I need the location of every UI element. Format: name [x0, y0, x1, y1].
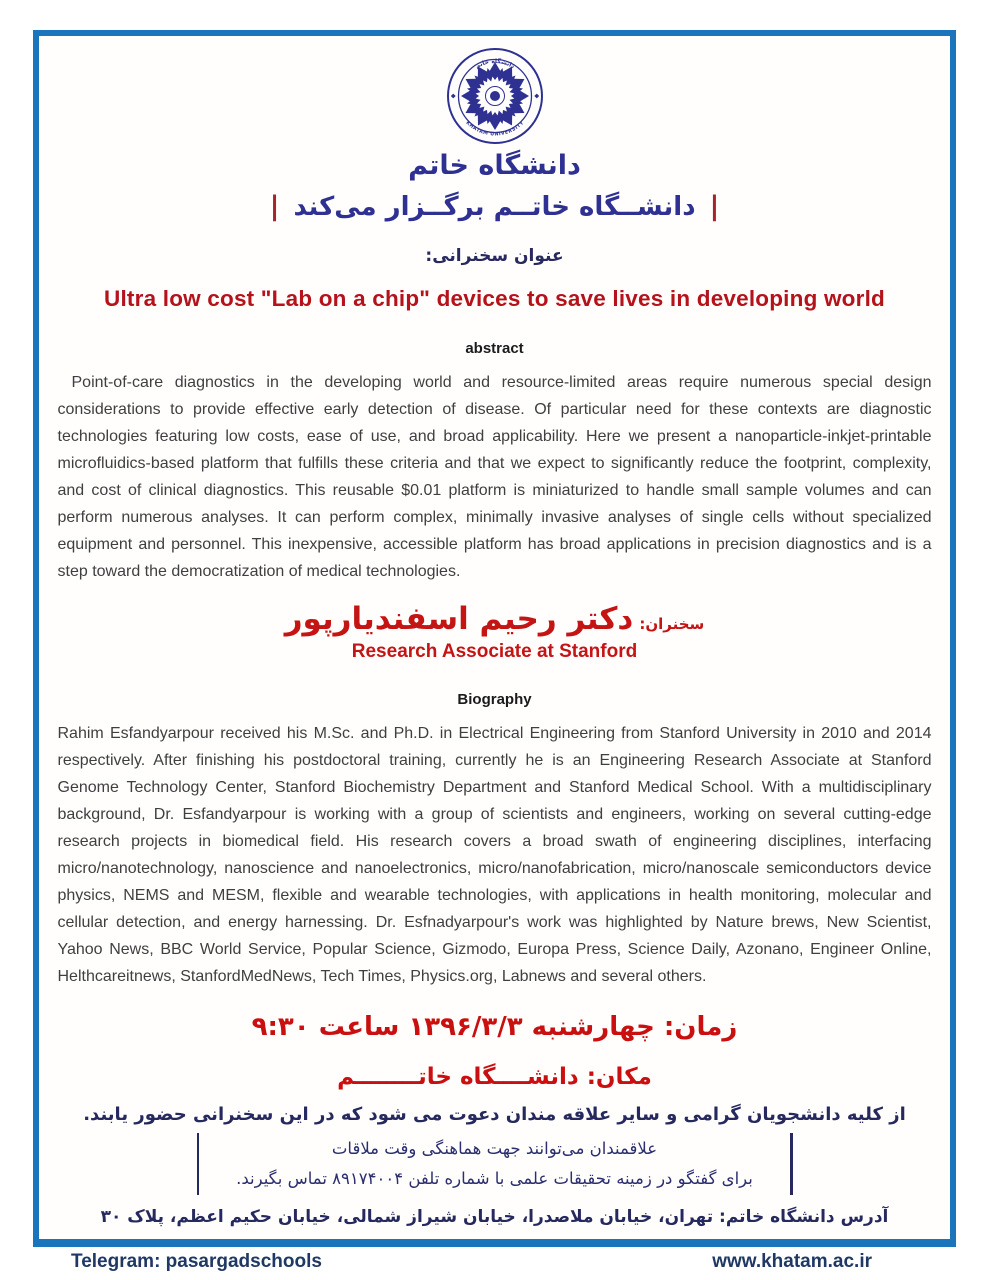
lecture-title-label: عنوان سخنرانی: [425, 246, 564, 266]
meeting-note-left-bar [197, 1133, 200, 1195]
headline-pipe-left: | [709, 191, 720, 222]
biography-heading: Biography [457, 691, 532, 708]
khatam-emblem-icon [445, 46, 545, 146]
university-address: آدرس دانشگاه خاتم: تهران، خیابان ملاصدرا، خیابان شیراز شمالی، خیابان حکیم اعظم، پلاک ۳۰ [100, 1207, 889, 1227]
abstract-paragraph: Point-of-care diagnostics in the developing world and resource-limited areas require numerous special design considerations to provide effective early detection of disease. Of particular need for these contexts are diagnostic technologies featuring low costs, ease of use, and broad applicability. Here we present a nanoparticle-inkjet-printable microfluidics-based platform that fulfills these criteria and that we expect to significantly reduce the footprint, complexity, and cost of clinical diagnostics. This reusable $0.01 platform is miniaturized to handle small sample volumes and can perform numerous analyses. It can perform complex, minimally invasive analyses of single cells without specialized equipment and personnel. This inexpensive, accessible platform has broad applications in precision diagnostics and is a step toward the democratization of medical technologies. [57, 374, 932, 580]
biography-paragraph: Rahim Esfandyarpour received his M.Sc. and Ph.D. in Electrical Engineering from Stanford University in 2010 and 2014 respectively. After finishing his postdoctoral training, currently he is an Engineering Research Associate at Stanford Genome Technology Center, Stanford Biochemistry Department and Stanford Medical School. With a multidisciplinary background, Dr. Esfandyarpour is working with a group of scientists and engineers, working on several cutting-edge research projects in biomedical field. His research covers a broad swath of engineering disciplines, interfacing micro/nanotechnology, nanoscience and nanoelectronics, micro/nanofabrication, micro/nanoscale semiconductors device physics, NEMS and MESM, flexible and wearable technologies, with applications in health monitoring, molecular and cellular detection, and energy harnessing. Dr. Esfnadyarpour's work was highlighted by Nature brews, New Scientist, Yahoo News, BBC World Service, Popular Science, Gizmodo, Europa Press, Science Daily, Azonano, Engineer Online, Helthcareitnews, StanfordMedNews, Tech Times, Physics.org, Labnews and several others. [57, 725, 932, 985]
logo-ring-top-text: دانشگاه خاتم [473, 57, 516, 71]
invitation-text: از کلیه دانشجویان گرامی و سایر علاقه مندان دعوت می شود که در این سخنرانی حضور یابند. [83, 1104, 906, 1125]
meeting-note-line1: علاقمندان می‌توانند جهت هماهنگی وقت ملاقات [331, 1139, 658, 1158]
speaker-label: سخنران: [639, 615, 705, 633]
university-logo [408, 46, 581, 181]
meeting-note-right-bar [790, 1133, 793, 1195]
footer [39, 1251, 950, 1273]
website-link[interactable]: www.khatam.ac.ir [712, 1251, 872, 1272]
abstract-heading: abstract [465, 340, 524, 357]
meeting-note-line2: برای گفتگو در زمینه تحقیقات علمی با شماره تلفن ۸۹۱۷۴۰۰۴ تماس بگیرند. [236, 1169, 753, 1188]
event-time: زمان: چهارشنبه ۱۳۹۶/۳/۳ ساعت ۹:۳۰ [251, 1012, 738, 1042]
university-wordmark: دانشگاه خاتم [408, 150, 581, 181]
lecture-title: Ultra low cost "Lab on a chip" devices to save lives in developing world [104, 286, 885, 311]
speaker-name: دکتر رحیم اسفندیارپور [284, 601, 634, 637]
meeting-note-text [217, 1134, 772, 1194]
speaker-line [285, 601, 705, 637]
meeting-note [197, 1133, 793, 1195]
headline-text: دانشــگاه خاتــم برگــزار می‌کند [293, 191, 696, 222]
logo-ring-bottom-text: KHATAM UNIVERSITY [464, 120, 525, 138]
poster-frame [33, 30, 956, 1272]
event-headline [270, 191, 720, 222]
telegram-link[interactable]: Telegram: pasargadschools [71, 1251, 322, 1272]
speaker-role: Research Associate at Stanford [351, 641, 638, 662]
headline-pipe-right: | [269, 191, 280, 222]
event-place: مکان: دانشــــگاه خاتــــــــم [337, 1064, 652, 1090]
